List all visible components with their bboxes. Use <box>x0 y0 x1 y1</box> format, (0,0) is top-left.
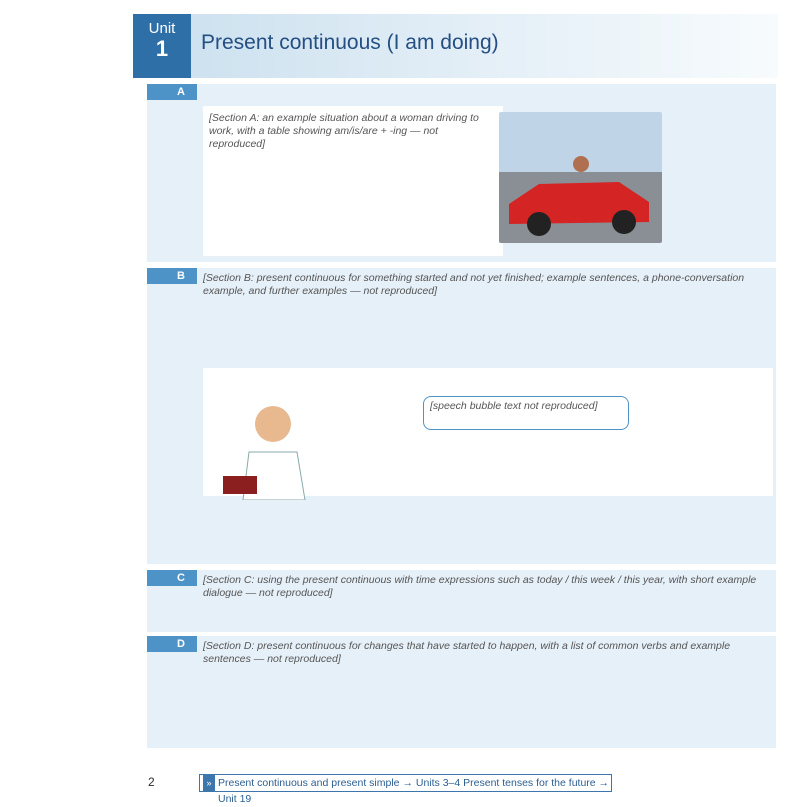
cross-reference-box[interactable] <box>199 774 612 805</box>
unit-badge <box>133 14 191 78</box>
section-c-summary: [Section C: using the present continuous with time expressions such as today / this week / this year, with short example dialogue — not reproduced] <box>203 574 757 599</box>
section-d <box>147 636 776 748</box>
section-letter-c: C <box>147 570 197 586</box>
unit-word: Unit <box>148 20 176 37</box>
cross-reference-links[interactable]: Present continuous and present simple → Units 3–4 Present tenses for the future → Unit 19 <box>218 777 610 805</box>
section-a-summary: [Section A: an example situation about a woman driving to work, with a table showing am/is/are + -ing — not reproduced] <box>209 112 479 150</box>
section-a <box>147 84 776 262</box>
section-c <box>147 570 776 632</box>
section-d-summary: [Section D: present continuous for changes that have started to happen, with a list of common verbs and example sentences — not reproduced] <box>203 640 731 665</box>
section-letter-a: A <box>147 84 197 100</box>
phone-illustration <box>213 392 333 500</box>
unit-header <box>133 14 778 78</box>
speech-bubble-summary: [speech bubble text not reproduced] <box>430 400 598 412</box>
unit-number: 1 <box>155 36 169 61</box>
double-chevron-icon: » <box>203 775 215 791</box>
unit-title: Present continuous (I am doing) <box>201 31 499 54</box>
section-b-summary: [Section B: present continuous for something started and not yet finished; example sentences, a phone-conversation example, and further examples — not reproduced] <box>203 272 745 297</box>
section-letter-b: B <box>147 268 197 284</box>
section-a-panel <box>203 106 503 256</box>
page-number: 2 <box>148 775 155 789</box>
car-illustration <box>499 112 662 243</box>
page <box>133 14 778 766</box>
section-letter-d: D <box>147 636 197 652</box>
speech-bubble <box>423 396 629 430</box>
